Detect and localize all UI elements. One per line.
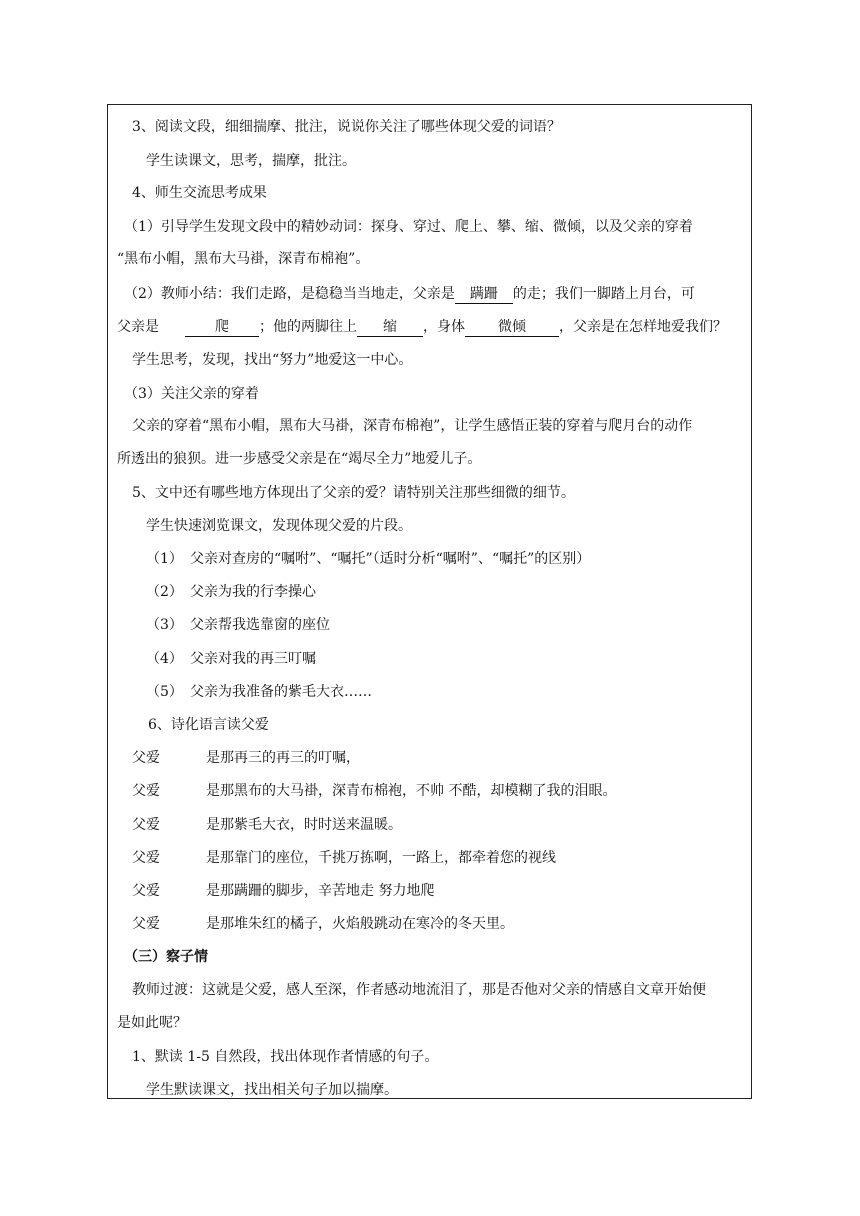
list-item-number: （3） [146,617,183,633]
teacher-summary-line1 [124,284,695,304]
list-item-text: 父亲帮我选靠窗的座位 [190,617,330,633]
list-item-number: （2） [146,584,183,600]
step-1-prompt: 1、默读 1-5 自然段，找出体现作者情感的句子。 [132,1049,439,1065]
poem-text: 是那黑布的大马褂，深青布棉袍，不帅 不酷，却模糊了我的泪眼。 [206,783,617,799]
step-5-prompt: 5、文中还有哪些地方体现出了父亲的爱？请特别关注那些细微的细节。 [132,485,575,501]
poem-subject: 父爱 [132,817,160,833]
blank-answer-panshan: 蹒跚 [455,286,513,304]
teacher-summary-line2 [117,317,727,337]
section-3-heading: （三）察子情 [124,949,208,965]
summary-text-e: ，身体 [423,319,465,335]
student-browse: 学生快速浏览课文，发现体现父爱的片段。 [146,518,412,534]
summary-text-g: ，父亲是在怎样地爱我们？ [559,319,727,335]
summary-text-a: 父亲是 [117,319,159,335]
poem-subject: 父爱 [132,850,160,866]
student-activity: 学生读课文，思考，揣摩，批注。 [146,153,356,169]
poem-subject: 父爱 [132,916,160,932]
blank-answer-suo: 缩 [357,319,423,337]
summary-text-c: ；他的两脚往上 [259,319,357,335]
list-item-text: 父亲对查房的“嘱咐”、“嘱托”（适时分析“嘱咐”、“嘱托”的区别） [190,551,591,567]
step-4-heading: 4、师生交流思考成果 [132,185,267,201]
list-item-number: （4） [146,651,183,667]
poem-text: 是那蹒跚的脚步，辛苦地走 努力地爬 [206,883,435,899]
step-3-prompt: 3、阅读文段，细细揣摩、批注，说说你关注了哪些体现父爱的词语？ [132,119,561,135]
student-thinking: 学生思考，发现，找出“努力”地爱这一中心。 [132,352,413,368]
verbs-paragraph-line1: （1）引导学生发现文段中的精妙动词：探身、穿过、爬上、攀、缩、微倾，以及父亲的穿着 [124,219,693,235]
transition-paragraph-line2: 是如此呢？ [117,1015,187,1031]
list-item-number: （1） [146,551,183,567]
blank-answer-weiqing: 微倾 [465,319,559,337]
poem-subject: 父爱 [132,883,160,899]
blank-answer-pa: 爬 [185,319,259,337]
clothing-heading: （3）关注父亲的穿着 [124,386,259,402]
clothing-paragraph-line1: 父亲的穿着“黑布小帽，黑布大马褂，深青布棉袍”，让学生感悟正装的穿着与爬月台的动作 [132,418,693,434]
poem-text: 是那紫毛大衣，时时送来温暖。 [206,817,402,833]
summary-text-post: 的走；我们一脚踏上月台，可 [512,286,695,302]
poem-text: 是那靠门的座位，千挑万拣啊，一路上，都牵着您的视线 [206,850,556,866]
list-item-text: 父亲对我的再三叮嘱 [190,651,316,667]
student-silent-reading: 学生默读课文，找出相关句子加以揣摩。 [146,1082,398,1098]
clothing-paragraph-line2: 所透出的狼狈。进一步感受父亲是在“竭尽全力”地爱儿子。 [117,451,482,467]
list-item-number: （5） [146,684,183,700]
poem-text: 是那再三的再三的叮嘱， [206,750,360,766]
list-item-text: 父亲为我准备的紫毛大衣…… [190,684,372,700]
poem-subject: 父爱 [132,783,160,799]
list-item-text: 父亲为我的行李操心 [190,584,316,600]
verbs-paragraph-line2: “黑布小帽，黑布大马褂，深青布棉袍”。 [117,251,370,267]
transition-paragraph-line1: 教师过渡：这就是父爱，感人至深，作者感动地流泪了，那是否他对父亲的情感自文章开始便 [132,982,706,998]
summary-text-pre: （2）教师小结：我们走路，是稳稳当当地走，父亲是 [124,286,455,302]
poem-text: 是那堆朱红的橘子，火焰般跳动在寒冷的冬天里。 [206,916,514,932]
poem-subject: 父爱 [132,750,160,766]
step-6-heading: 6、诗化语言读父爱 [148,717,269,733]
